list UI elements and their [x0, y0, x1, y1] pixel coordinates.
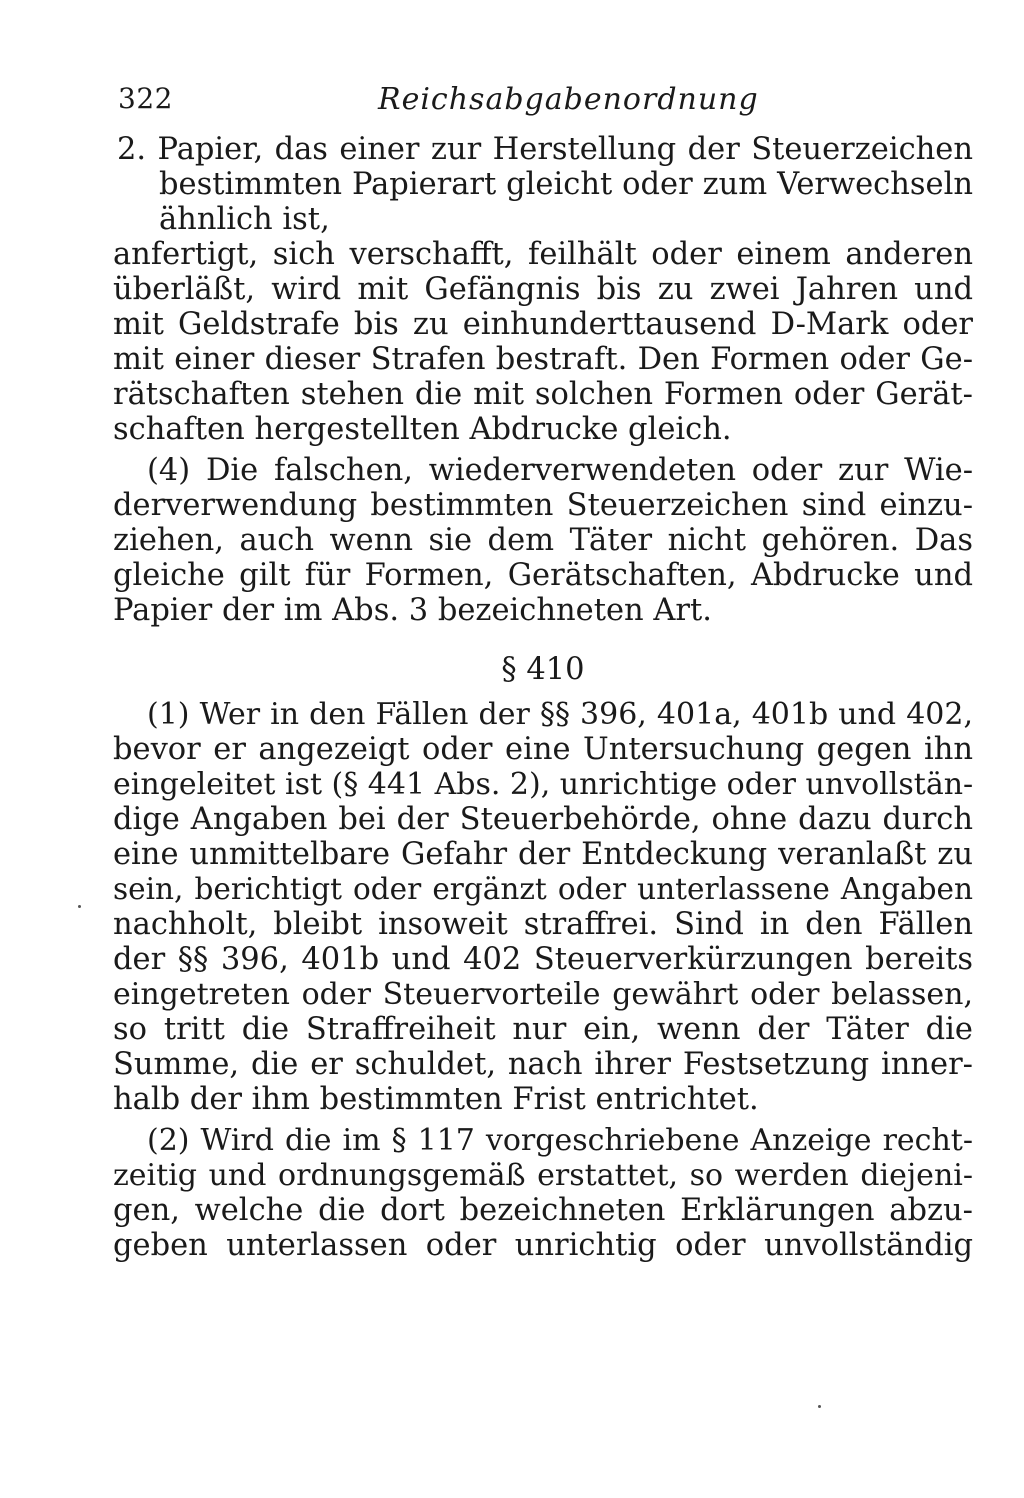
page-header — [113, 78, 973, 132]
text-line: gleiche gilt für Formen, Gerätschaften, Abdrucke und — [113, 558, 973, 593]
print-speck — [818, 1405, 821, 1408]
book-page — [113, 78, 973, 1263]
text-line: Summe, die er schuldet, nach ihrer Festsetzung inner- — [113, 1047, 973, 1082]
text-line: ziehen, auch wenn sie dem Täter nicht gehören. Das — [113, 523, 973, 558]
text-line: eingetreten oder Steuervorteile gewährt oder belassen, — [113, 977, 973, 1012]
text-line: gen, welche die dort bezeichneten Erklärungen abzu- — [113, 1193, 973, 1228]
paragraph-2 — [113, 1123, 973, 1263]
list-item-2 — [113, 132, 973, 237]
section-heading: § 410 — [501, 652, 585, 687]
text-line: mit einer dieser Strafen bestraft. Den Formen oder Ge- — [113, 342, 973, 377]
continuation-paragraph — [113, 237, 973, 447]
text-line: mit Geldstrafe bis zu einhunderttausend D-Mark oder — [113, 307, 973, 342]
text-line: eingeleitet ist (§ 441 Abs. 2), unrichtige oder unvollstän- — [113, 767, 973, 802]
running-title: Reichsabgabenordnung — [378, 82, 759, 117]
text-line: bestimmten Papierart gleicht oder zum Verwechseln — [159, 167, 973, 202]
text-line: der §§ 396, 401b und 402 Steuerverkürzungen bereits — [113, 942, 973, 977]
text-line: schaften hergestellten Abdrucke gleich. — [113, 412, 732, 447]
text-line: so tritt die Straffreiheit nur ein, wenn der Täter die — [113, 1012, 973, 1047]
text-line: anfertigt, sich verschafft, feilhält oder einem anderen — [113, 237, 973, 272]
text-line: rätschaften stehen die mit solchen Formen oder Gerät- — [113, 377, 973, 412]
text-line: (4) Die falschen, wiederverwendeten oder zur Wie- — [147, 453, 973, 488]
text-line: überläßt, wird mit Gefängnis bis zu zwei Jahren und — [113, 272, 973, 307]
text-line: 2. Papier, das einer zur Herstellung der Steuerzeichen — [117, 132, 973, 167]
text-line: nachholt, bleibt insoweit straffrei. Sind in den Fällen — [113, 907, 973, 942]
text-line: ähnlich ist, — [159, 202, 330, 237]
text-line: (2) Wird die im § 117 vorgeschriebene Anzeige recht- — [147, 1123, 973, 1158]
text-line: bevor er angezeigt oder eine Untersuchung gegen ihn — [113, 732, 973, 767]
text-line: zeitig und ordnungsgemäß erstattet, so werden diejeni- — [113, 1158, 973, 1193]
text-line: halb der ihm bestimmten Frist entrichtet. — [113, 1082, 759, 1117]
text-line: dige Angaben bei der Steuerbehörde, ohne dazu durch — [113, 802, 973, 837]
text-line: geben unterlassen oder unrichtig oder unvollständig — [113, 1228, 973, 1263]
text-line: eine unmittelbare Gefahr der Entdeckung veranlaßt zu — [113, 837, 973, 872]
print-speck — [78, 905, 81, 908]
paragraph-1 — [113, 697, 973, 1117]
text-line: (1) Wer in den Fällen der §§ 396, 401a, 401b und 402, — [147, 697, 973, 732]
text-line: sein, berichtigt oder ergänzt oder unterlassene Angaben — [113, 872, 973, 906]
page-number: 322 — [118, 82, 173, 115]
paragraph-4 — [113, 453, 973, 628]
text-line: derverwendung bestimmten Steuerzeichen sind einzu- — [113, 488, 973, 523]
text-line: Papier der im Abs. 3 bezeichneten Art. — [113, 593, 712, 628]
